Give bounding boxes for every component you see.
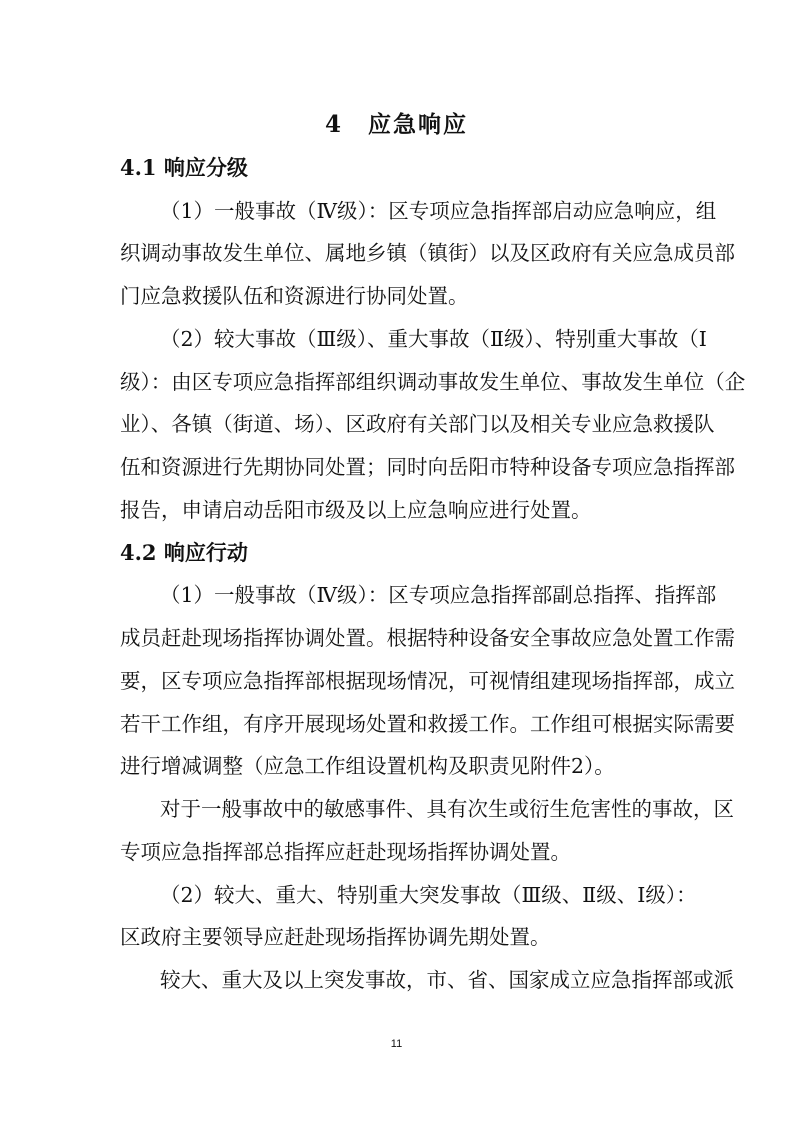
text-line: 织调动事故发生单位、属地乡镇（镇街）以及区政府有关应急成员部 — [120, 241, 735, 266]
text-line: 对于一般事故中的敏感事件、具有次生或衍生危害性的事故，区 — [160, 797, 734, 821]
text-line: （2）较大事故（Ⅲ级）、重大事故（Ⅱ级）、特别重大事故（Ⅰ — [160, 326, 707, 351]
text-line: 级）：由区专项应急指挥部组织调动事故发生单位、事故发生单位（企 — [120, 369, 746, 394]
paragraph — [120, 574, 735, 788]
text-line: （1）一般事故（Ⅳ级）：区专项应急指挥部启动应急响应，组 — [160, 198, 717, 223]
text-line: 成员赶赴现场指挥协调处置。根据特种设备安全事故应急处置工作需 — [120, 626, 735, 650]
paragraph — [120, 959, 734, 1002]
page-number: 11 — [390, 1038, 403, 1050]
text-line: 门应急救援队伍和资源进行协同处置。 — [120, 284, 469, 308]
text-line: 专项应急指挥部总指挥应赶赴现场指挥协调处置。 — [120, 839, 571, 864]
document-body — [120, 104, 746, 1002]
text-line: 报告，申请启动岳阳市级及以上应急响应进行处置。 — [120, 497, 592, 522]
text-line: 业）、各镇（街道、场）、区政府有关部门以及相关专业应急救援队 — [120, 412, 715, 437]
chapter-title: 4 应急响应 — [324, 111, 468, 138]
text-line: 要，区专项应急指挥部根据现场情况，可视情组建现场指挥部，成立 — [120, 668, 735, 693]
paragraph — [120, 190, 735, 318]
text-line: （2）较大、重大、特别重大突发事故（Ⅲ级、Ⅱ级、Ⅰ级）： — [160, 882, 697, 907]
text-line: 若干工作组，有序开展现场处置和救援工作。工作组可根据实际需要 — [120, 711, 735, 736]
paragraph — [120, 874, 697, 960]
text-line: 区政府主要领导应赶赴现场指挥协调先期处置。 — [120, 925, 551, 950]
paragraph — [120, 318, 746, 532]
text-line: 进行增减调整（应急工作组设置机构及职责见附件2）。 — [120, 754, 615, 779]
section-heading: 4.1 响应分级 — [120, 154, 248, 180]
paragraph — [120, 788, 734, 874]
text-line: （1）一般事故（Ⅳ级）：区专项应急指挥部副总指挥、指挥部 — [160, 583, 717, 608]
text-line: 伍和资源进行先期协同处置；同时向岳阳市特种设备专项应急指挥部 — [120, 455, 735, 479]
section-heading: 4.2 响应行动 — [120, 539, 248, 565]
text-line: 较大、重大及以上突发事故，市、省、国家成立应急指挥部或派 — [160, 968, 734, 992]
